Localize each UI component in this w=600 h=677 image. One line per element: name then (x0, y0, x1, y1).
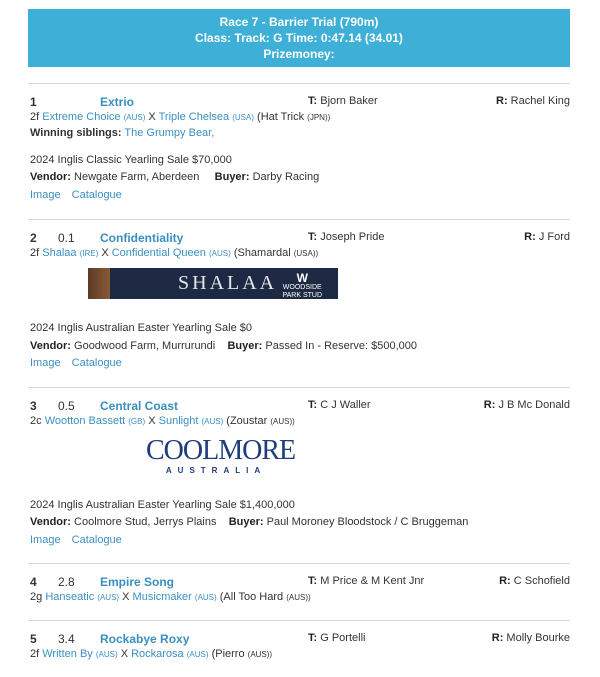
catalogue-link[interactable]: Catalogue (71, 534, 122, 546)
pedigree: 2g Hanseatic (AUS) X Musicmaker (AUS) (All Too Hard (AUS)) (30, 591, 311, 603)
sale-info: 2024 Inglis Classic Yearling Sale $70,000 (30, 154, 232, 166)
trainer: T: Bjorn Baker (308, 95, 378, 107)
race-header (28, 9, 570, 67)
finish-position: 3 (30, 399, 37, 413)
runner-entry (28, 83, 570, 219)
finish-position: 1 (30, 95, 37, 109)
dam-link[interactable]: Rockarosa (131, 648, 184, 660)
finish-position: 5 (30, 632, 37, 646)
runner-entry (28, 620, 570, 677)
vendor-buyer: Vendor: Goodwood Farm, Murrurundi Buyer: Passed In - Reserve: $500,000 (30, 340, 418, 352)
rider: R: J Ford (524, 231, 570, 243)
catalogue-link[interactable]: Catalogue (71, 189, 122, 201)
sire-link[interactable]: Extreme Choice (42, 111, 121, 123)
finish-position: 2 (30, 231, 37, 245)
horse-name-link[interactable]: Extrio (100, 95, 135, 109)
image-link[interactable]: Image (30, 357, 61, 369)
horse-name-link[interactable]: Empire Song (100, 575, 175, 589)
dam-link[interactable]: Musicmaker (132, 591, 192, 603)
horse-name-link[interactable]: Central Coast (100, 399, 179, 413)
rider: R: C Schofield (499, 575, 570, 587)
pedigree: 2f Written By (AUS) X Rockarosa (AUS) (Pierro (AUS)) (30, 648, 273, 660)
margin: 3.4 (58, 632, 75, 646)
dam-link[interactable]: Sunlight (158, 415, 199, 427)
stallion-banner-ad[interactable] (88, 268, 338, 299)
runner-entry (28, 387, 570, 563)
sibling-link[interactable]: The Grumpy Bear, (124, 127, 215, 139)
trainer: T: M Price & M Kent Jnr (308, 575, 425, 587)
coolmore-logo[interactable]: COOLMORE AUSTRALIA (146, 435, 296, 475)
horse-name-link[interactable]: Confidentiality (100, 231, 184, 245)
vendor-buyer: Vendor: Coolmore Stud, Jerrys Plains Buyer: Paul Moroney Bloodstock / C Bruggeman (30, 516, 469, 528)
dam-link[interactable]: Confidential Queen (111, 247, 206, 259)
margin: 2.8 (58, 575, 75, 589)
pedigree: 2c Wootton Bassett (GB) X Sunlight (AUS) (Zoustar (AUS)) (30, 415, 295, 427)
margin: 0.1 (58, 231, 75, 245)
race-prizemoney: Prizemoney: (263, 47, 335, 61)
pedigree: 2f Extreme Choice (AUS) X Triple Chelsea (USA) (Hat Trick (JPN)) (30, 111, 331, 123)
dam-link[interactable]: Triple Chelsea (158, 111, 230, 123)
sire-link[interactable]: Shalaa (42, 247, 77, 259)
rider: R: Molly Bourke (491, 632, 570, 644)
vendor-buyer: Vendor: Newgate Farm, Aberdeen Buyer: Darby Racing (30, 171, 320, 183)
trainer: T: C J Waller (308, 399, 371, 411)
sire-link[interactable]: Written By (42, 648, 93, 660)
horse-name-link[interactable]: Rockabye Roxy (100, 632, 190, 646)
margin: 0.5 (58, 399, 75, 413)
sire-link[interactable]: Wootton Bassett (44, 415, 126, 427)
trainer: T: G Portelli (308, 632, 366, 644)
trainer: T: Joseph Pride (308, 231, 385, 243)
sire-link[interactable]: Hanseatic (45, 591, 95, 603)
sale-info: 2024 Inglis Australian Easter Yearling Sale $1,400,000 (30, 499, 295, 511)
rider: R: Rachel King (496, 95, 570, 107)
race-class-track-time: Class: Track: G Time: 0:47.14 (34.01) (195, 31, 403, 45)
image-link[interactable]: Image (30, 534, 61, 546)
horse-photo (88, 268, 110, 299)
race-title: Race 7 - Barrier Trial (790m) (219, 15, 379, 29)
rider: R: J B Mc Donald (483, 399, 570, 411)
sale-info: 2024 Inglis Australian Easter Yearling Sale $0 (30, 322, 252, 334)
banner-stallion-name: SHALAA (178, 272, 278, 294)
runner-entry (28, 563, 570, 620)
catalogue-link[interactable]: Catalogue (71, 357, 122, 369)
pedigree: 2f Shalaa (IRE) X Confidential Queen (AUS) (Shamardal (USA)) (30, 247, 319, 259)
runner-entry (28, 219, 570, 387)
image-link[interactable]: Image (30, 189, 61, 201)
winning-siblings: Winning siblings: The Grumpy Bear, (30, 127, 215, 139)
finish-position: 4 (30, 575, 37, 589)
stud-logo: W WOODSIDE PARK STUD (282, 271, 322, 299)
